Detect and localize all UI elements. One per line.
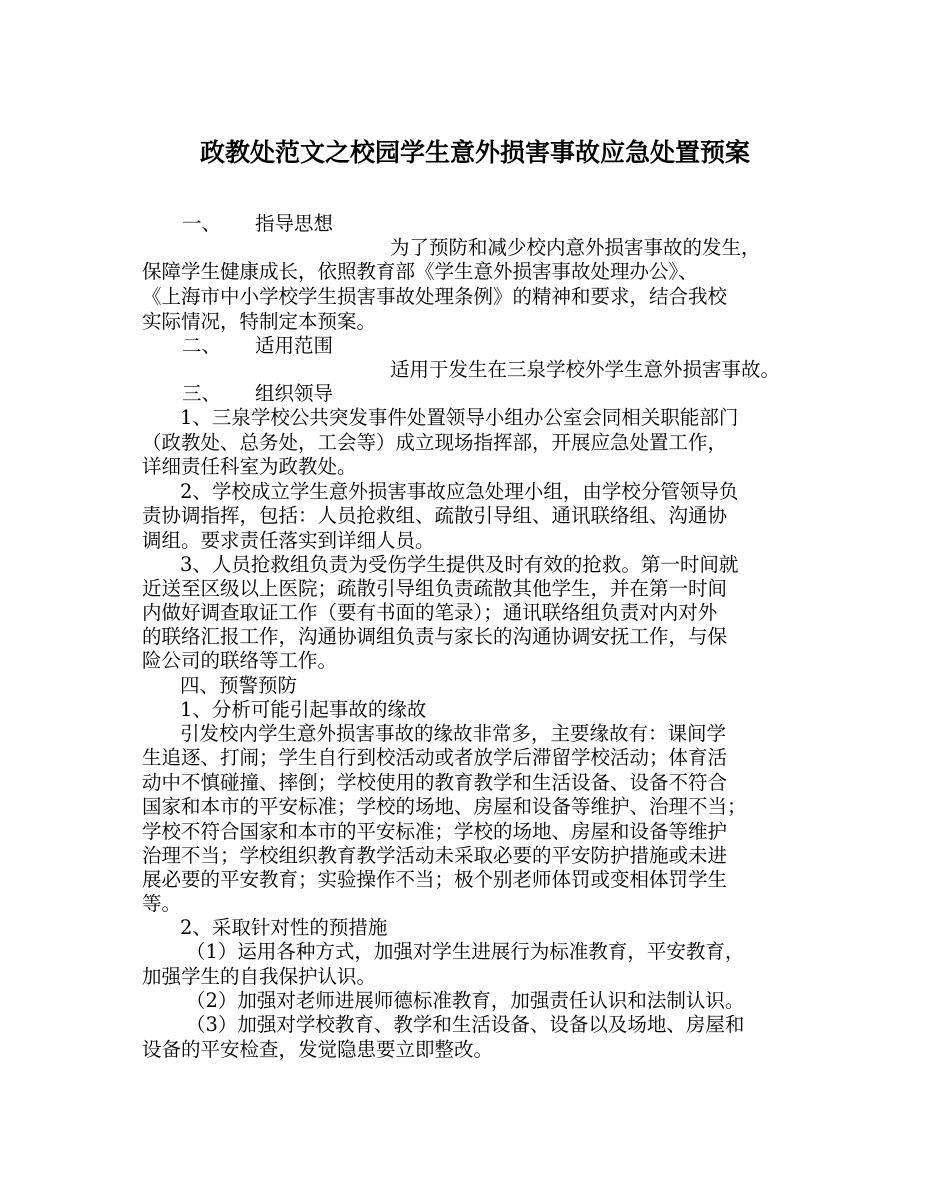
paragraph-line: （政教处、总务处，工会等）成立现场指挥部，开展应急处置工作， — [142, 431, 728, 454]
section-title: 指导思想 — [255, 212, 334, 235]
paragraph-line: 3、人员抢救组负责为受伤学生提供及时有效的抢救。第一时间就 — [180, 553, 739, 576]
paragraph-line: 1、三泉学校公共突发事件处置领导小组办公室会同相关职能部门 — [180, 406, 739, 429]
paragraph-line: 2、学校成立学生意外损害事故应急处理小组，由学校分管领导负 — [180, 480, 739, 503]
subheading-line: 2、采取针对性的预措施 — [180, 916, 388, 939]
document-title: 政教处范文之校园学生意外损害事故应急处置预案 — [199, 138, 750, 167]
section-heading-prevention: 四、预警预防 — [180, 674, 298, 697]
section-heading-scope — [182, 334, 333, 358]
paragraph-line: （2）加强对老师进展师德标准教育，加强责任认识和法制认识。 — [186, 989, 745, 1012]
section-heading-organization — [182, 382, 333, 406]
paragraph-line: 实际情况，特制定本预案。 — [142, 310, 377, 333]
paragraph-line: 引发校内学生意外损害事故的缘故非常多，主要缘故有：课间学 — [180, 722, 727, 745]
section-number: 三、 — [182, 382, 222, 405]
section-number: 二、 — [182, 334, 222, 357]
paragraph-line: 加强学生的自我保护认识。 — [142, 965, 377, 988]
paragraph-line: 为了预防和减少校内意外损害事故的发生， — [390, 236, 761, 259]
paragraph-line: （3）加强对学校教育、教学和生活设备、设备以及场地、房屋和 — [186, 1013, 745, 1036]
section-title: 适用范围 — [255, 334, 334, 357]
paragraph-line: 近送至区级以上医院；疏散引导组负责疏散其他学生，并在第一时间 — [142, 577, 728, 600]
paragraph-line: 保障学生健康成长，依照教育部《学生意外损害事故处理办公》、 — [142, 260, 698, 283]
paragraph-line: 适用于发生在三泉学校外学生意外损害事故。 — [390, 358, 781, 381]
paragraph-line: 生追逐、打闹；学生自行到校活动或者放学后滞留学校活动；体育活 — [142, 746, 728, 769]
section-title: 组织领导 — [255, 382, 334, 405]
paragraph-line: 等。 — [142, 892, 182, 915]
paragraph-line: 详细责任科室为政教处。 — [142, 455, 357, 478]
paragraph-line: 治理不当；学校组织教育教学活动未采取必要的平安防护措施或未进 — [142, 844, 728, 867]
paragraph-line: 责协调指挥，包括：人员抢救组、疏散引导组、通讯联络组、沟通协 — [142, 504, 728, 527]
paragraph-line: 设备的平安检查，发觉隐患要立即整改。 — [142, 1038, 494, 1061]
section-heading-guiding-thought — [182, 212, 333, 236]
paragraph-line: 动中不慎碰撞、摔倒；学校使用的教育教学和生活设备、设备不符合 — [142, 771, 728, 794]
paragraph-line: 《上海市中小学校学生损害事故处理条例》的精神和要求，结合我校 — [142, 285, 728, 308]
paragraph-line: 的联络汇报工作，沟通协调组负责与家长的沟通协调安抚工作，与保 — [142, 625, 728, 648]
paragraph-line: 险公司的联络等工作。 — [142, 649, 338, 672]
section-number: 一、 — [182, 212, 222, 235]
paragraph-line: 调组。要求责任落实到详细人员。 — [142, 529, 435, 552]
paragraph-line: 内做好调查取证工作（要有书面的笔录）；通讯联络组负责对内对外 — [142, 601, 718, 624]
paragraph-line: 国家和本市的平安标准；学校的场地、房屋和设备等维护、治理不当； — [142, 795, 747, 818]
paragraph-line: 学校不符合国家和本市的平安标准；学校的场地、房屋和设备等维护 — [142, 820, 728, 843]
paragraph-line: 展必要的平安教育；实验操作不当；极个别老师体罚或变相体罚学生 — [142, 868, 728, 891]
paragraph-line: （1）运用各种方式，加强对学生进展行为标准教育，平安教育， — [186, 940, 745, 963]
subheading-line: 1、分析可能引起事故的缘故 — [180, 698, 427, 721]
